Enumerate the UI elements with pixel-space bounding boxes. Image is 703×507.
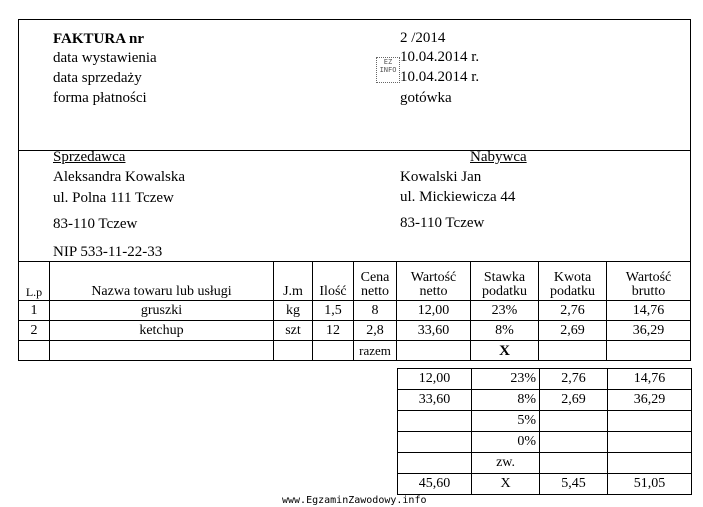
issue-date: 10.04.2014 r. — [400, 49, 480, 65]
buyer-name: Kowalski Jan — [400, 169, 482, 185]
items-table — [18, 261, 691, 361]
summary-total-gross: 51,05 — [608, 474, 692, 495]
summary-net: 33,60 — [398, 390, 472, 411]
summary-tax — [540, 453, 608, 474]
summary-row — [398, 432, 692, 453]
summary-rate: 0% — [472, 432, 540, 453]
row-unit: kg — [274, 301, 313, 321]
summary-rate: 23% — [472, 369, 540, 390]
summary-total-rate: X — [472, 474, 540, 495]
header-rate — [471, 262, 539, 301]
row-price: 8 — [354, 301, 397, 321]
summary-row — [398, 411, 692, 432]
payment-label: forma płatności — [53, 90, 147, 106]
header-gross-line1: Wartość — [625, 270, 672, 285]
row-name: gruszki — [50, 301, 274, 321]
issue-date-label: data wystawienia — [53, 50, 157, 66]
row-name: ketchup — [50, 321, 274, 341]
header-tax-line1: Kwota — [553, 270, 592, 285]
row-unit: szt — [274, 321, 313, 341]
summary-net — [398, 411, 472, 432]
row-price: 2,8 — [354, 321, 397, 341]
seller-heading: Sprzedawca — [53, 149, 126, 165]
header-lp: L.p — [19, 262, 50, 301]
summary-tax: 2,69 — [540, 390, 608, 411]
header-unit: J.m — [274, 262, 313, 301]
total-net — [397, 341, 471, 361]
total-blank — [19, 341, 50, 361]
header-qty: Ilość — [313, 262, 354, 301]
header-net — [397, 262, 471, 301]
total-tax — [539, 341, 607, 361]
sale-date: 10.04.2014 r. — [400, 69, 480, 85]
row-lp: 1 — [19, 301, 50, 321]
header-name: Nazwa towaru lub usługi — [50, 262, 274, 301]
summary-rate: 8% — [472, 390, 540, 411]
summary-tax — [540, 432, 608, 453]
row-gross: 36,29 — [607, 321, 691, 341]
summary-net: 12,00 — [398, 369, 472, 390]
header-price — [354, 262, 397, 301]
summary-tax — [540, 411, 608, 432]
header-gross — [607, 262, 691, 301]
stamp-line-1: EZ — [383, 58, 393, 66]
row-qty: 1,5 — [313, 301, 354, 321]
summary-total-row — [398, 474, 692, 495]
vat-summary-table — [397, 368, 692, 495]
summary-net — [398, 432, 472, 453]
summary-total-tax: 5,45 — [540, 474, 608, 495]
summary-rate: zw. — [472, 453, 540, 474]
summary-tax: 2,76 — [540, 369, 608, 390]
row-net: 12,00 — [397, 301, 471, 321]
header-gross-line2: brutto — [631, 284, 666, 299]
summary-rate: 5% — [472, 411, 540, 432]
total-blank — [274, 341, 313, 361]
summary-row — [398, 390, 692, 411]
total-gross — [607, 341, 691, 361]
total-rate-x: X — [471, 341, 539, 361]
row-tax: 2,69 — [539, 321, 607, 341]
row-gross: 14,76 — [607, 301, 691, 321]
seller-name: Aleksandra Kowalska — [53, 169, 186, 185]
header-tax-line2: podatku — [549, 284, 596, 299]
summary-gross — [608, 411, 692, 432]
summary-gross: 36,29 — [608, 390, 692, 411]
total-blank — [50, 341, 274, 361]
row-lp: 2 — [19, 321, 50, 341]
stamp-line-2: INFO — [379, 66, 397, 74]
header-price-line2: netto — [361, 284, 389, 299]
header-rate-line2: podatku — [481, 284, 528, 299]
info-stamp-icon — [376, 57, 400, 83]
summary-gross — [608, 432, 692, 453]
header-tax — [539, 262, 607, 301]
seller-city: 83-110 Tczew — [53, 216, 138, 232]
row-rate: 8% — [471, 321, 539, 341]
header-net-line2: netto — [419, 284, 448, 299]
row-qty: 12 — [313, 321, 354, 341]
header-rate-line1: Stawka — [483, 270, 526, 285]
table-total-row — [19, 341, 691, 361]
buyer-heading: Nabywca — [470, 149, 527, 165]
seller-nip: NIP 533-11-22-33 — [53, 244, 163, 260]
buyer-city: 83-110 Tczew — [400, 215, 485, 231]
summary-row — [398, 369, 692, 390]
total-blank — [313, 341, 354, 361]
buyer-street: ul. Mickiewicza 44 — [400, 189, 516, 205]
invoice-number: 2 /2014 — [400, 30, 446, 46]
row-rate: 23% — [471, 301, 539, 321]
invoice-title: FAKTURA nr — [53, 31, 144, 47]
header-price-line1: Cena — [360, 270, 390, 285]
summary-gross — [608, 453, 692, 474]
total-label: razem — [354, 341, 397, 361]
summary-row — [398, 453, 692, 474]
table-header-row — [19, 262, 691, 301]
table-row — [19, 321, 691, 341]
summary-total-net: 45,60 — [398, 474, 472, 495]
table-row — [19, 301, 691, 321]
summary-gross: 14,76 — [608, 369, 692, 390]
row-net: 33,60 — [397, 321, 471, 341]
summary-net — [398, 453, 472, 474]
header-net-line1: Wartość — [410, 270, 457, 285]
payment-method: gotówka — [400, 90, 452, 106]
seller-street: ul. Polna 111 Tczew — [53, 190, 174, 206]
sale-date-label: data sprzedaży — [53, 70, 142, 86]
row-tax: 2,76 — [539, 301, 607, 321]
source-watermark: www.EgzaminZawodowy.info — [282, 495, 427, 506]
